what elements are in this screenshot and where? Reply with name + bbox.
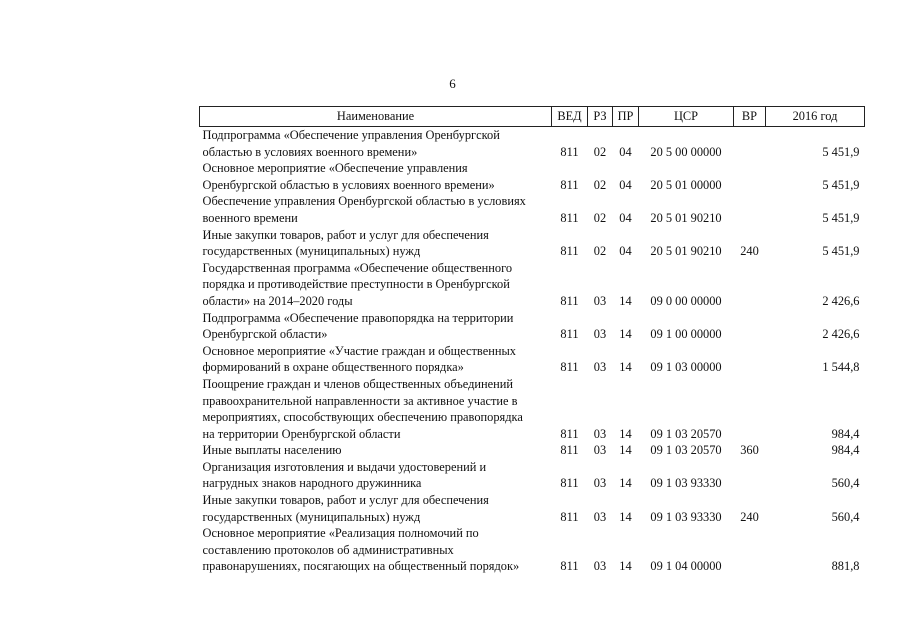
row-ved: 811	[560, 293, 579, 308]
row-vr	[734, 343, 766, 376]
row-pr: 14	[619, 327, 632, 342]
row-vr: 240	[740, 509, 759, 524]
row-csr: 20 5 00 00000	[650, 144, 722, 159]
page-number: 6	[449, 76, 456, 91]
row-rz: 03	[593, 559, 607, 574]
row-vr	[734, 376, 766, 442]
row-amount: 5 451,9	[822, 244, 860, 259]
table-row	[200, 310, 865, 343]
header-csr: ЦСР	[639, 107, 734, 127]
row-ved: 811	[560, 144, 579, 159]
row-name: Подпрограмма «Обеспечение управления Оренбургской областью в условиях военного времени»	[202, 128, 500, 159]
row-pr: 14	[619, 509, 632, 524]
row-rz: 02	[593, 244, 607, 259]
row-vr	[734, 525, 766, 575]
row-rz: 03	[593, 293, 607, 308]
row-amount: 881,8	[831, 559, 860, 574]
row-rz: 02	[593, 210, 607, 225]
row-vr	[734, 127, 766, 161]
row-rz: 03	[593, 327, 607, 342]
row-rz: 02	[593, 144, 607, 159]
row-csr: 20 5 01 90210	[650, 244, 722, 259]
table-row	[200, 160, 865, 193]
row-vr	[734, 193, 766, 226]
header-pr: ПР	[613, 107, 639, 127]
row-rz: 03	[593, 443, 607, 458]
row-name: Обеспечение управления Оренбургской областью в условиях военного времени	[202, 194, 526, 225]
row-name: Подпрограмма «Обеспечение правопорядка на территории Оренбургской области»	[202, 310, 514, 342]
row-amount: 984,4	[831, 443, 860, 458]
row-pr: 14	[619, 426, 632, 441]
table-row	[200, 492, 865, 525]
row-amount: 2 426,6	[822, 327, 860, 342]
row-pr: 14	[619, 360, 632, 375]
row-ved: 811	[560, 244, 579, 259]
row-amount: 5 451,9	[822, 177, 860, 192]
row-pr: 04	[619, 144, 632, 159]
budget-table	[199, 106, 865, 575]
row-rz: 03	[593, 426, 607, 441]
row-csr: 09 1 03 20570	[650, 426, 722, 441]
row-name: Иные закупки товаров, работ и услуг для обеспечения государственных (муниципальных) нужд	[202, 493, 489, 524]
row-amount: 1 544,8	[822, 360, 860, 375]
row-ved: 811	[560, 476, 579, 491]
row-csr: 09 1 03 93330	[650, 509, 722, 524]
row-rz: 03	[593, 509, 607, 524]
table-row	[200, 227, 865, 260]
row-amount: 560,4	[831, 476, 860, 491]
row-ved: 811	[560, 210, 579, 225]
table-row	[200, 343, 865, 376]
row-vr	[734, 459, 766, 492]
row-amount: 2 426,6	[822, 293, 860, 308]
header-ved: ВЕД	[552, 107, 588, 127]
table-row	[200, 193, 865, 226]
row-pr: 04	[619, 244, 632, 259]
row-name: Поощрение граждан и членов общественных объединений правоохранительной направленности за активное участие в мероприятиях, способствующих обеспечению правопорядка на территории Оренбургской области	[202, 376, 523, 441]
table-row	[200, 525, 865, 575]
table-row	[200, 459, 865, 492]
row-name: Основное мероприятие «Участие граждан и общественных формирований в охране общественного порядка»	[202, 343, 516, 375]
row-csr: 09 1 03 93330	[650, 476, 722, 491]
row-pr: 14	[619, 476, 632, 491]
row-csr: 20 5 01 00000	[650, 177, 722, 192]
row-name: Организация изготовления и выдачи удостоверений и нагрудных знаков народного дружинника	[202, 459, 487, 491]
header-rz: РЗ	[588, 107, 613, 127]
table-header-row	[200, 107, 865, 127]
row-csr: 09 1 00 00000	[650, 327, 722, 342]
row-ved: 811	[560, 177, 579, 192]
row-csr: 09 1 04 00000	[650, 559, 722, 574]
row-name: Государственная программа «Обеспечение общественного порядка и противодействие преступности в Оренбургской области» на 2014–2020 годы	[202, 260, 513, 308]
row-ved: 811	[560, 559, 579, 574]
row-name: Иные закупки товаров, работ и услуг для обеспечения государственных (муниципальных) нужд	[202, 227, 489, 259]
table-row	[200, 127, 865, 161]
row-name: Основное мероприятие «Обеспечение управления Оренбургской областью в условиях военного времени»	[202, 161, 495, 192]
row-name: Основное мероприятие «Реализация полномочий по составлению протоколов об административных правонарушениях, посягающих на общественный порядок»	[202, 526, 520, 574]
row-rz: 02	[593, 177, 607, 192]
row-csr: 09 1 03 20570	[650, 443, 722, 458]
row-vr: 240	[740, 244, 759, 259]
row-pr: 04	[619, 210, 632, 225]
row-pr: 14	[619, 293, 632, 308]
header-vr: ВР	[734, 107, 766, 127]
row-amount: 984,4	[831, 426, 860, 441]
row-amount: 5 451,9	[822, 210, 860, 225]
row-name: Иные выплаты населению	[202, 443, 342, 458]
table-row	[200, 442, 865, 459]
row-pr: 04	[619, 177, 632, 192]
row-csr: 09 1 03 00000	[650, 360, 722, 375]
row-amount: 5 451,9	[822, 144, 860, 159]
table-row	[200, 376, 865, 442]
row-ved: 811	[560, 327, 579, 342]
row-pr: 14	[619, 559, 632, 574]
row-vr: 360	[740, 443, 759, 458]
row-vr	[734, 310, 766, 343]
header-name: Наименование	[200, 107, 552, 127]
row-ved: 811	[560, 443, 579, 458]
row-csr: 20 5 01 90210	[650, 210, 722, 225]
row-amount: 560,4	[831, 509, 860, 524]
table-row	[200, 260, 865, 310]
row-ved: 811	[560, 426, 579, 441]
row-csr: 09 0 00 00000	[650, 293, 722, 308]
row-rz: 03	[593, 360, 607, 375]
header-year: 2016 год	[766, 107, 865, 127]
row-vr	[734, 160, 766, 193]
row-rz: 03	[593, 476, 607, 491]
row-ved: 811	[560, 360, 579, 375]
row-pr: 14	[619, 443, 632, 458]
row-ved: 811	[560, 509, 579, 524]
row-vr	[734, 260, 766, 310]
